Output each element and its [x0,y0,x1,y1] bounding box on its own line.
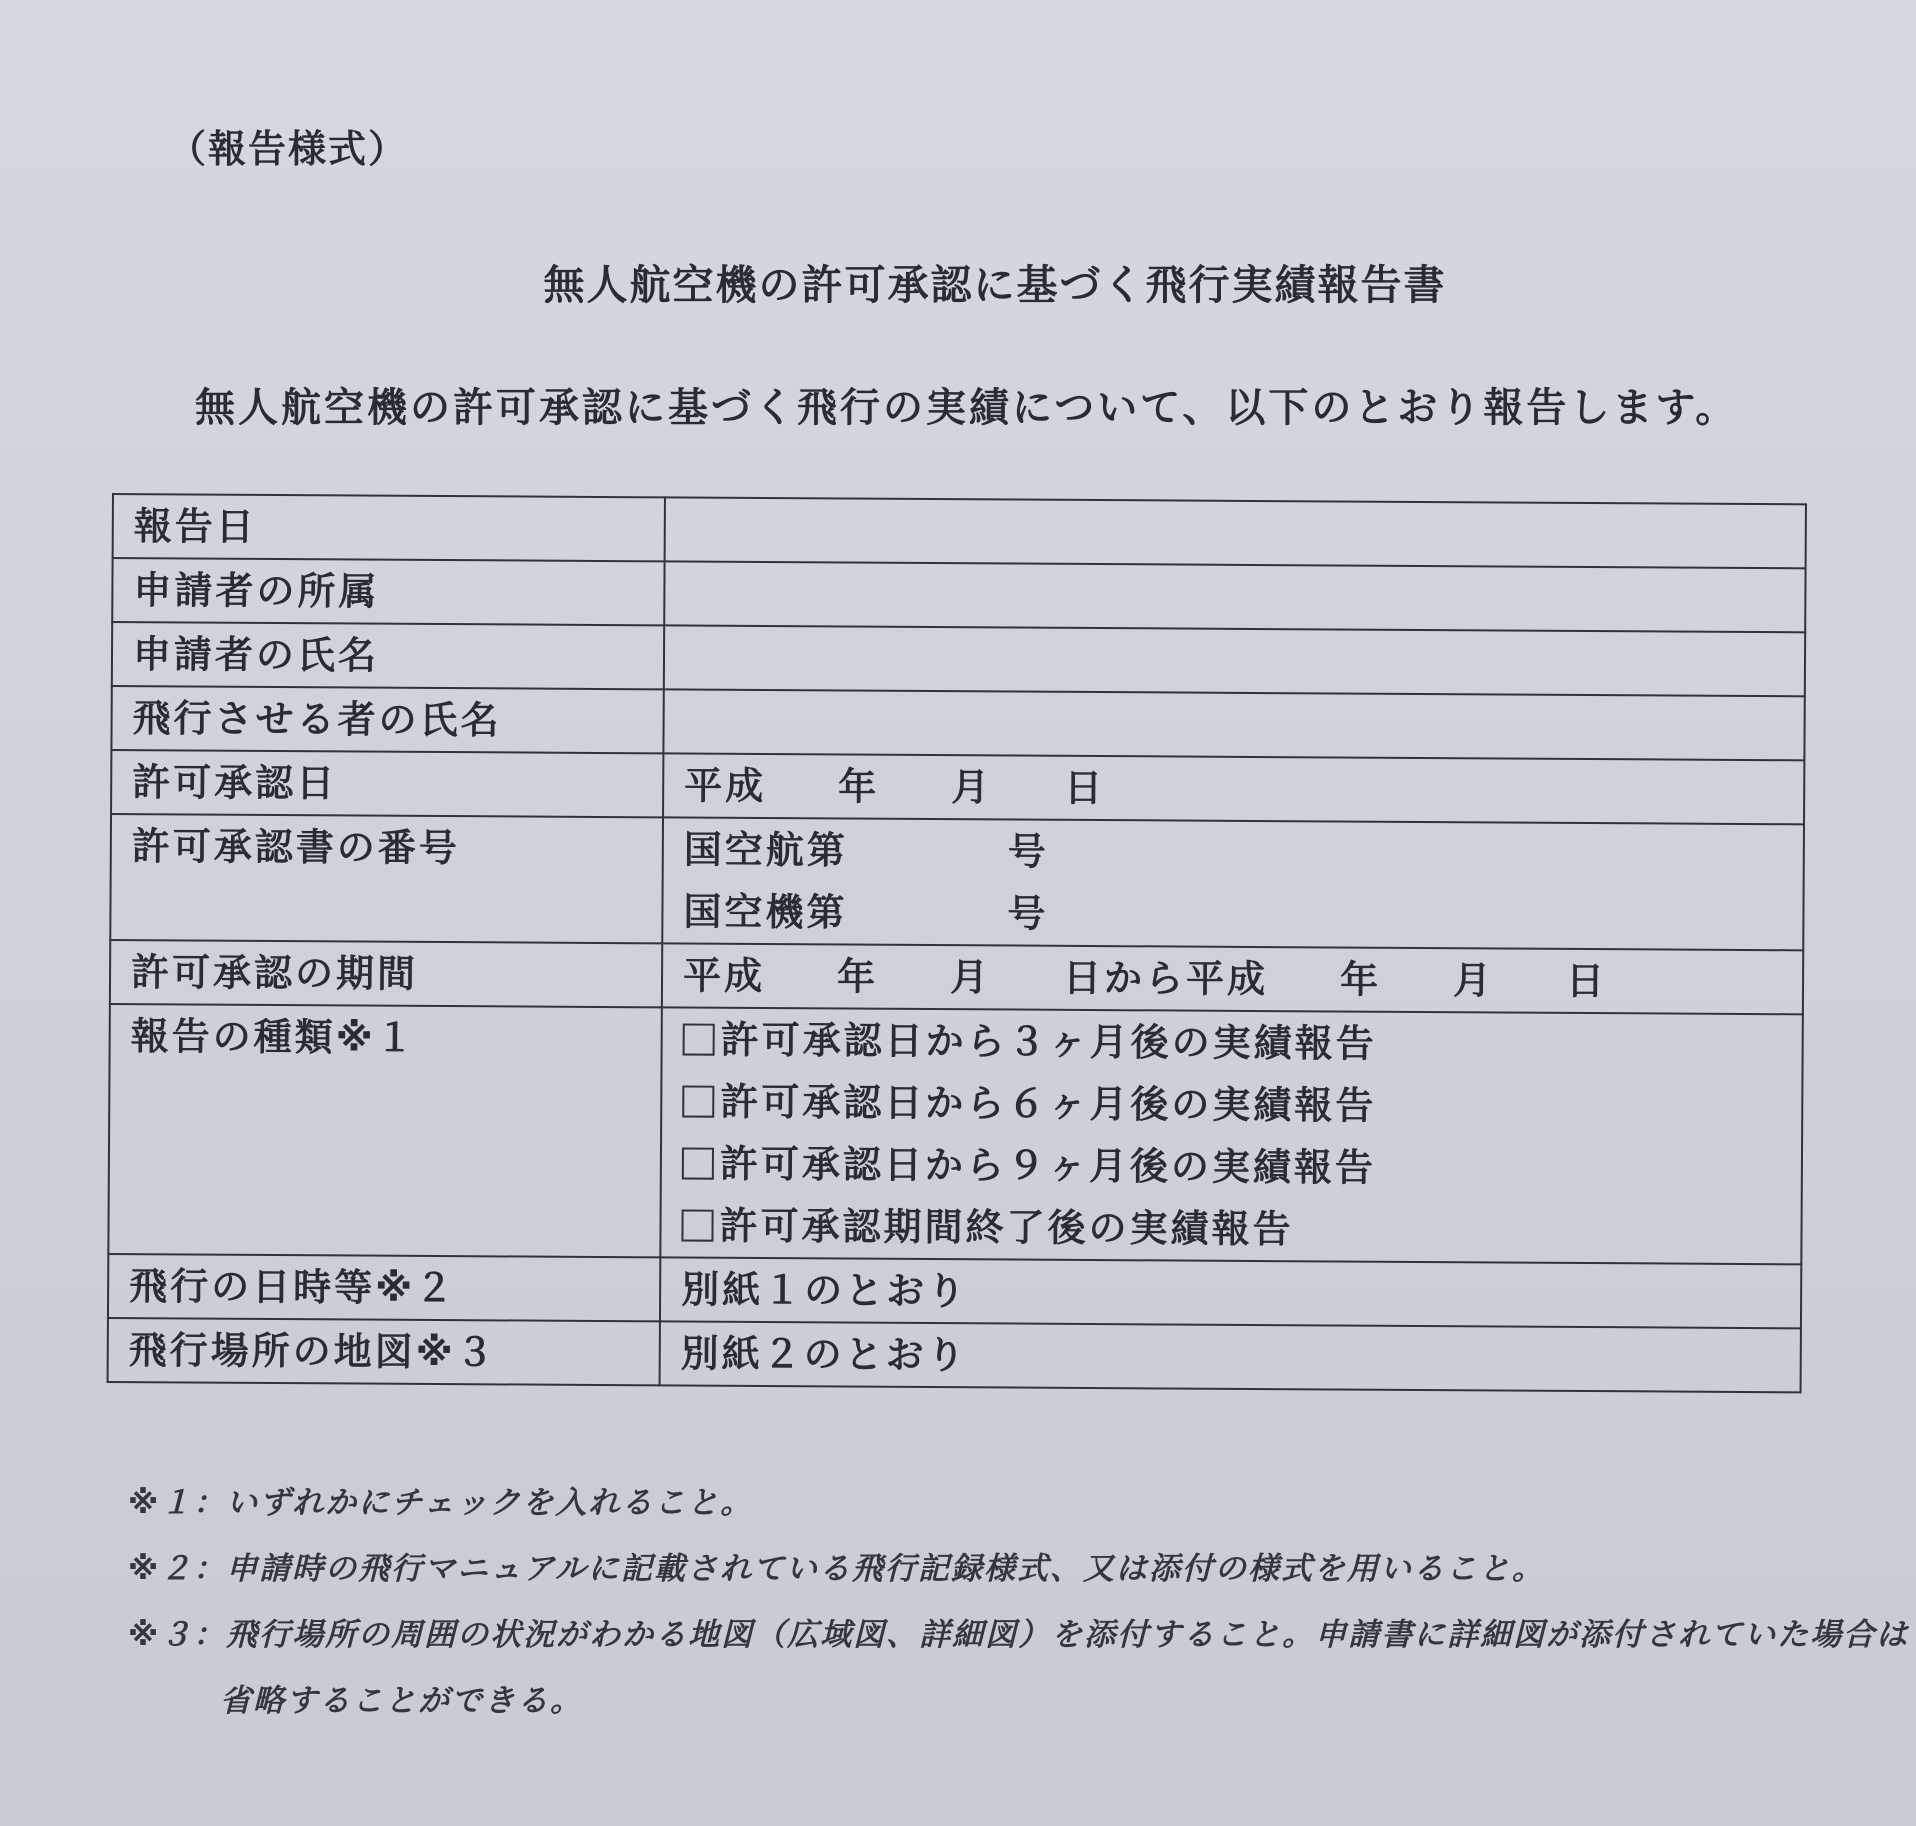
approval-date-month: 月 [951,765,993,810]
report-type-option[interactable] [682,1132,1801,1201]
flight-datetime-value: 別紙１のとおり [660,1257,1801,1328]
pilot-name-label: 飛行させる者の氏名 [111,686,663,753]
report-table [107,493,1807,1393]
approval-number-prefix: 国空航第 [683,827,848,873]
approval-date-field[interactable] [663,753,1804,824]
period-field[interactable] [662,943,1803,1014]
approval-date-era: 平成 [684,763,767,809]
approval-number-suffix: 号 [1007,829,1049,874]
table-row [111,750,1804,824]
approval-number-prefix: 国空機第 [683,889,848,935]
table-row [110,940,1803,1014]
approval-date-year: 年 [838,764,880,809]
table-row [111,686,1804,760]
checkbox[interactable] [681,1209,713,1241]
approval-date-day: 日 [1064,765,1106,811]
report-date-label: 報告日 [113,494,665,561]
footnote-continuation: 省略することができる。 [220,1683,583,1719]
report-type-label: 報告の種類※１ [108,1004,662,1257]
applicant-name-field[interactable] [664,625,1805,696]
flight-map-value: 別紙２のとおり [660,1321,1801,1392]
period-from-year: 年 [836,954,879,999]
affiliation-label: 申請者の所属 [112,558,664,625]
footnote: ※３：飛行場所の周囲の状況がわかる地図（広域図、詳細図）を添付すること。申請書に詳細図が添付されていた場合は [128,1617,1910,1653]
period-to-year: 年 [1339,957,1382,1002]
document-title: 無人航空機の許可承認に基づく飛行実績報告書 [543,261,1447,309]
report-type-option-label: 許可承認日から９ヶ月後の実績報告 [719,1141,1377,1190]
period-label: 許可承認の期間 [110,940,662,1007]
report-type-field [660,1007,1803,1264]
applicant-name-label: 申請者の氏名 [112,622,664,689]
report-type-option[interactable] [681,1194,1800,1263]
checkbox[interactable] [683,1023,715,1055]
approval-number-label: 許可承認書の番号 [110,814,663,943]
period-from-month: 月 [949,955,992,1000]
table-row [112,558,1805,632]
period-from-era: 平成 [682,953,766,998]
period-to-day: 日 [1566,958,1608,1004]
pilot-name-field[interactable] [663,689,1804,760]
approval-number-field[interactable] [662,817,1804,950]
intro-text: 無人航空機の許可承認に基づく飛行の実績について、以下のとおり報告します。 [195,385,1739,431]
flight-datetime-label: 飛行の日時等※２ [108,1254,660,1321]
table-row [113,494,1806,568]
table-row [108,1004,1802,1264]
table-row [112,622,1805,696]
footnote: ※１：いずれかにチェックを入れること。 [128,1485,754,1521]
report-type-option-label: 許可承認期間終了後の実績報告 [719,1203,1294,1252]
table-row [108,1318,1801,1392]
checkbox[interactable] [682,1085,714,1117]
approval-number-line [684,819,1803,888]
footnotes [128,1470,1909,1734]
report-type-option-label: 許可承認日から６ヶ月後の実績報告 [720,1079,1377,1128]
report-type-option-label: 許可承認日から３ヶ月後の実績報告 [720,1017,1377,1066]
affiliation-field[interactable] [664,561,1805,632]
checkbox[interactable] [682,1147,714,1179]
report-date-field[interactable] [665,497,1806,568]
footnote: ※２：申請時の飛行マニュアルに記載されている飛行記録様式、又は添付の様式を用いること。 [128,1551,1545,1587]
report-type-option[interactable] [682,1008,1801,1077]
approval-number-suffix: 号 [1007,891,1049,936]
table-row [110,814,1804,950]
period-from-day: 日から平成 [1062,955,1269,1002]
form-label: （報告様式） [168,127,409,171]
report-type-option[interactable] [682,1070,1801,1139]
table-row [108,1254,1801,1328]
period-to-month: 月 [1452,958,1495,1003]
approval-date-label: 許可承認日 [111,750,663,817]
approval-number-line [683,880,1802,949]
flight-map-label: 飛行場所の地図※３ [108,1318,660,1385]
